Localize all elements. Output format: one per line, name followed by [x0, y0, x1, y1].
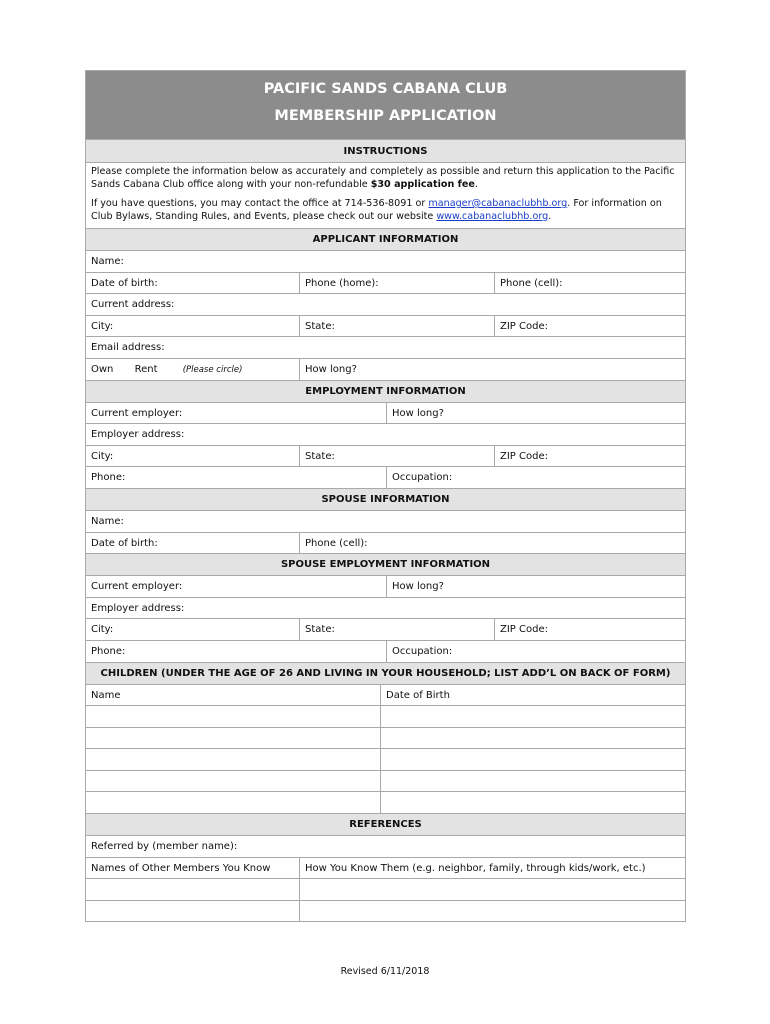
child-name-field[interactable]: [86, 728, 380, 749]
applicant-name-row: [86, 250, 685, 272]
employment-phone-field[interactable]: Phone:: [91, 472, 126, 484]
child-name-field[interactable]: [86, 771, 380, 792]
child-dob-field[interactable]: [380, 792, 685, 813]
website-link[interactable]: www.cabanaclubhb.org: [436, 210, 549, 222]
instructions-text: [86, 162, 685, 228]
spouse-heading: SPOUSE INFORMATION: [86, 488, 685, 510]
children-name-column-header: Name: [91, 689, 121, 701]
child-row: [86, 705, 685, 727]
child-row: [86, 727, 685, 749]
application-title: MEMBERSHIP APPLICATION: [274, 108, 497, 124]
spouse-state-field[interactable]: State:: [299, 619, 494, 640]
spouse-zip-field[interactable]: ZIP Code:: [494, 619, 685, 640]
referred-by-field[interactable]: Referred by (member name):: [91, 841, 238, 853]
spouse-name-row: [86, 510, 685, 532]
child-row: [86, 748, 685, 770]
own-rent-field[interactable]: [86, 359, 299, 380]
applicant-residence-row: [86, 358, 685, 380]
child-dob-field[interactable]: [380, 706, 685, 727]
employment-employer-row: [86, 402, 685, 424]
club-name-title: PACIFIC SANDS CABANA CLUB: [263, 81, 508, 97]
applicant-phone-home-field[interactable]: Phone (home):: [299, 273, 494, 294]
applicant-dob-phone-row: [86, 272, 685, 294]
spouse-occupation-field[interactable]: Occupation:: [386, 641, 685, 662]
spouse-dob-field[interactable]: Date of birth:: [91, 537, 158, 549]
employment-city-field[interactable]: City:: [91, 450, 114, 462]
employment-occupation-field[interactable]: Occupation:: [386, 467, 685, 488]
spouse-city-field[interactable]: City:: [91, 624, 114, 636]
reference-member-name-field[interactable]: [86, 879, 299, 900]
children-dob-column-header: Date of Birth: [380, 685, 685, 706]
child-name-field[interactable]: [86, 706, 380, 727]
employment-city-row: [86, 445, 685, 467]
form-title-banner: [86, 71, 685, 139]
children-heading: CHILDREN (UNDER THE AGE OF 26 AND LIVING IN YOUR HOUSEHOLD; LIST ADD’L ON BACK OF FORM): [86, 662, 685, 684]
manager-email-link[interactable]: manager@cabanaclubhb.org: [428, 198, 568, 209]
instructions-p2-mid: . For information on Club Bylaws, Standing Rules, and Events, please check out our website: [91, 198, 662, 222]
instructions-heading: INSTRUCTIONS: [86, 139, 685, 162]
employment-how-long-field[interactable]: How long?: [386, 403, 685, 424]
reference-how-known-field[interactable]: [299, 901, 685, 922]
reference-row: [86, 878, 685, 900]
applicant-address-field[interactable]: Current address:: [91, 299, 175, 311]
children-header-row: [86, 684, 685, 706]
spouse-name-field[interactable]: Name:: [91, 515, 124, 527]
references-heading: REFERENCES: [86, 813, 685, 835]
other-members-column-header: Names of Other Members You Know: [91, 862, 271, 874]
revision-date: Revised 6/11/2018: [340, 966, 430, 977]
child-name-field[interactable]: [86, 792, 380, 813]
spouse-employer-address-field[interactable]: Employer address:: [91, 602, 185, 614]
child-dob-field[interactable]: [380, 749, 685, 770]
instructions-paragraph-2: [91, 198, 679, 223]
applicant-name-field[interactable]: Name:: [91, 256, 124, 267]
how-you-know-column-header: How You Know Them (e.g. neighbor, family, through kids/work, etc.): [299, 858, 685, 879]
spouse-phone-cell-field[interactable]: Phone (cell):: [299, 533, 685, 554]
employment-zip-field[interactable]: ZIP Code:: [494, 446, 685, 467]
child-dob-field[interactable]: [380, 728, 685, 749]
applicant-address-row: [86, 293, 685, 315]
child-name-field[interactable]: [86, 749, 380, 770]
applicant-heading: APPLICANT INFORMATION: [86, 228, 685, 250]
spouse-how-long-field[interactable]: How long?: [386, 576, 685, 597]
references-header-row: [86, 857, 685, 879]
employer-field[interactable]: Current employer:: [91, 407, 183, 419]
applicant-email-field[interactable]: Email address:: [91, 342, 165, 354]
spouse-phone-field[interactable]: Phone:: [91, 645, 126, 657]
spouse-employer-address-row: [86, 597, 685, 619]
applicant-zip-field[interactable]: ZIP Code:: [494, 316, 685, 337]
employment-heading: EMPLOYMENT INFORMATION: [86, 380, 685, 402]
child-row: [86, 791, 685, 813]
employer-address-field[interactable]: Employer address:: [91, 429, 185, 441]
please-circle-note: (Please circle): [182, 364, 243, 375]
rent-option[interactable]: Rent: [134, 363, 158, 375]
applicant-state-field[interactable]: State:: [299, 316, 494, 337]
spouse-employer-field[interactable]: Current employer:: [91, 581, 183, 593]
applicant-city-field[interactable]: City:: [91, 320, 114, 332]
applicant-city-row: [86, 315, 685, 337]
reference-row: [86, 900, 685, 922]
employment-state-field[interactable]: State:: [299, 446, 494, 467]
reference-member-name-field[interactable]: [86, 901, 299, 922]
instructions-p1-end: .: [474, 178, 478, 190]
applicant-how-long-field[interactable]: How long?: [299, 359, 685, 380]
spouse-city-row: [86, 618, 685, 640]
own-option[interactable]: Own: [91, 363, 114, 375]
applicant-dob-field[interactable]: Date of birth:: [91, 277, 158, 289]
applicant-email-row: [86, 336, 685, 358]
referred-by-row: [86, 835, 685, 857]
application-fee-text: $30 application fee: [370, 178, 475, 190]
employment-address-row: [86, 423, 685, 445]
spouse-employer-row: [86, 575, 685, 597]
spouse-dob-row: [86, 532, 685, 554]
membership-application-form: [85, 70, 686, 922]
applicant-phone-cell-field[interactable]: Phone (cell):: [494, 273, 685, 294]
instructions-p2-text: If you have questions, you may contact the office at 714-536-8091 or: [91, 198, 429, 209]
instructions-paragraph-1: [91, 166, 679, 191]
spouse-employment-heading: SPOUSE EMPLOYMENT INFORMATION: [86, 553, 685, 575]
reference-how-known-field[interactable]: [299, 879, 685, 900]
employment-phone-row: [86, 466, 685, 488]
instructions-p2-end: .: [548, 210, 552, 222]
child-dob-field[interactable]: [380, 771, 685, 792]
instructions-p1-text: Please complete the information below as accurately and completely as possible and return this application to the Pacific Sands Cabana Club office along with your non-refundable: [91, 166, 675, 190]
child-row: [86, 770, 685, 792]
spouse-phone-row: [86, 640, 685, 662]
